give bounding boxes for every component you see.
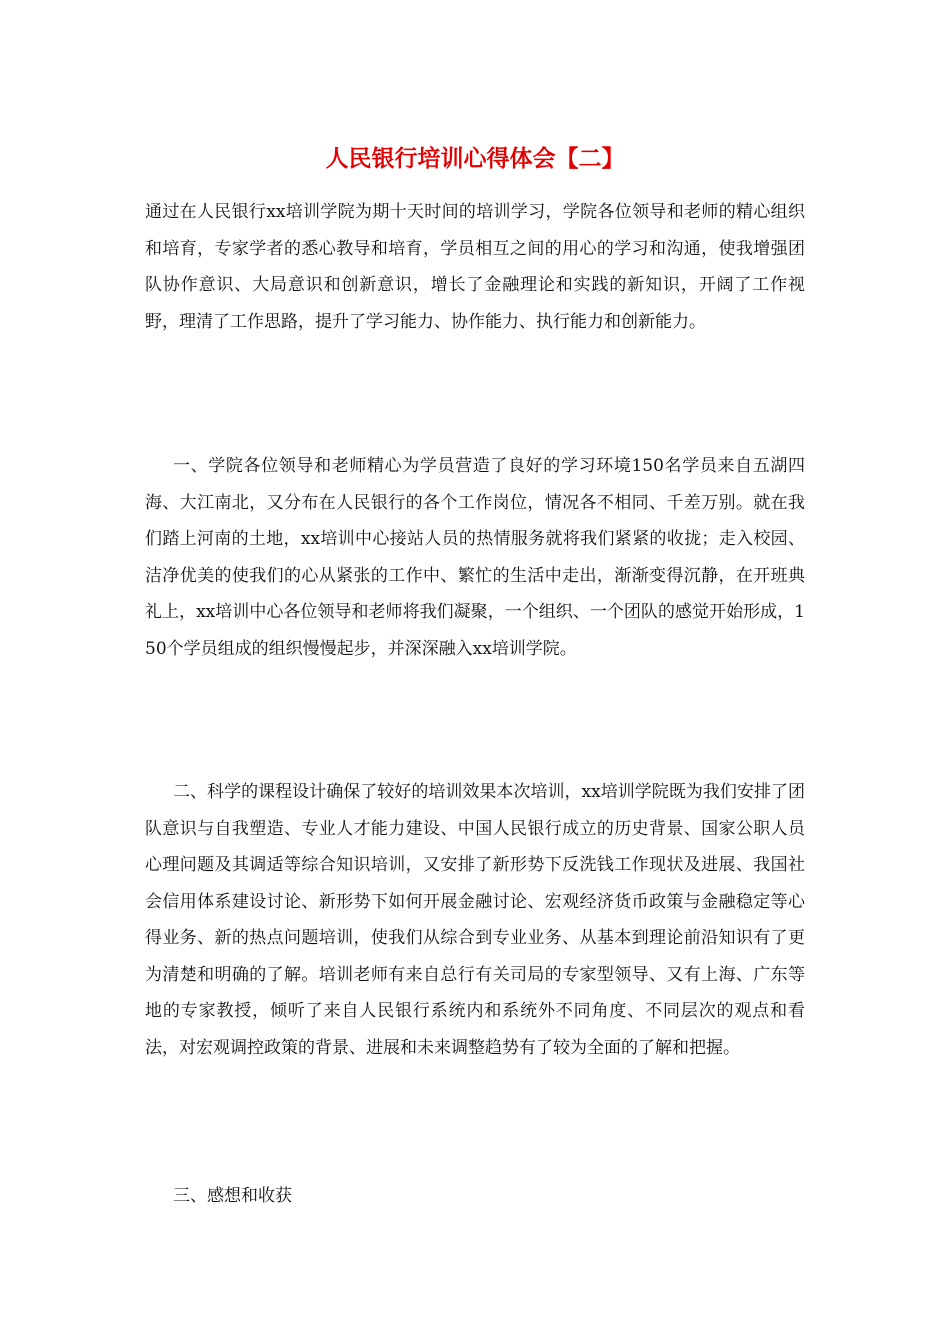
section-3-heading: 三、感想和收获 xyxy=(173,1186,292,1206)
intro-paragraph: 通过在人民银行xx培训学院为期十天时间的培训学习，学院各位领导和老师的精心组织和培育，专家学者的悉心教导和培育，学员相互之间的用心的学习和沟通，使我增强团队协作意识、大局意识和创新意识，增长了金融理论和实践的新知识，开阔了工作视野，理清了工作思路，提升了学习能力、协作能力、执行能力和创新能力。 xyxy=(145,202,805,332)
section-1-paragraph: 一、学院各位领导和老师精心为学员营造了良好的学习环境150名学员来自五湖四海、大江南北，又分布在人民银行的各个工作岗位，情况各不相同、千差万别。就在我们踏上河南的土地，xx培训中心接站人员的热情服务就将我们紧紧的收拢；走入校园、洁净优美的使我们的心从紧张的工作中、繁忙的生活中走出，渐渐变得沉静，在开班典礼上，xx培训中心各位领导和老师将我们凝聚，一个组织、一个团队的感觉开始形成，150个学员组成的组织慢慢起步，并深深融入xx培训学院。 xyxy=(145,456,805,659)
section-2-paragraph: 二、科学的课程设计确保了较好的培训效果本次培训，xx培训学院既为我们安排了团队意识与自我塑造、专业人才能力建设、中国人民银行成立的历史背景、国家公职人员心理问题及其调适等综合知识培训，又安排了新形势下反洗钱工作现状及进展、我国社会信用体系建设讨论、新形势下如何开展金融讨论、宏观经济货币政策与金融稳定等心得业务、新的热点问题培训，使我们从综合到专业业务、从基本到理论前沿知识有了更为清楚和明确的了解。培训老师有来自总行有关司局的专家型领导、又有上海、广东等地的专家教授，倾听了来自人民银行系统内和系统外不同角度、不同层次的观点和看法，对宏观调控政策的背景、进展和未来调整趋势有了较为全面的了解和把握。 xyxy=(145,782,805,1058)
document-title: 人民银行培训心得体会【二】 xyxy=(325,145,625,172)
